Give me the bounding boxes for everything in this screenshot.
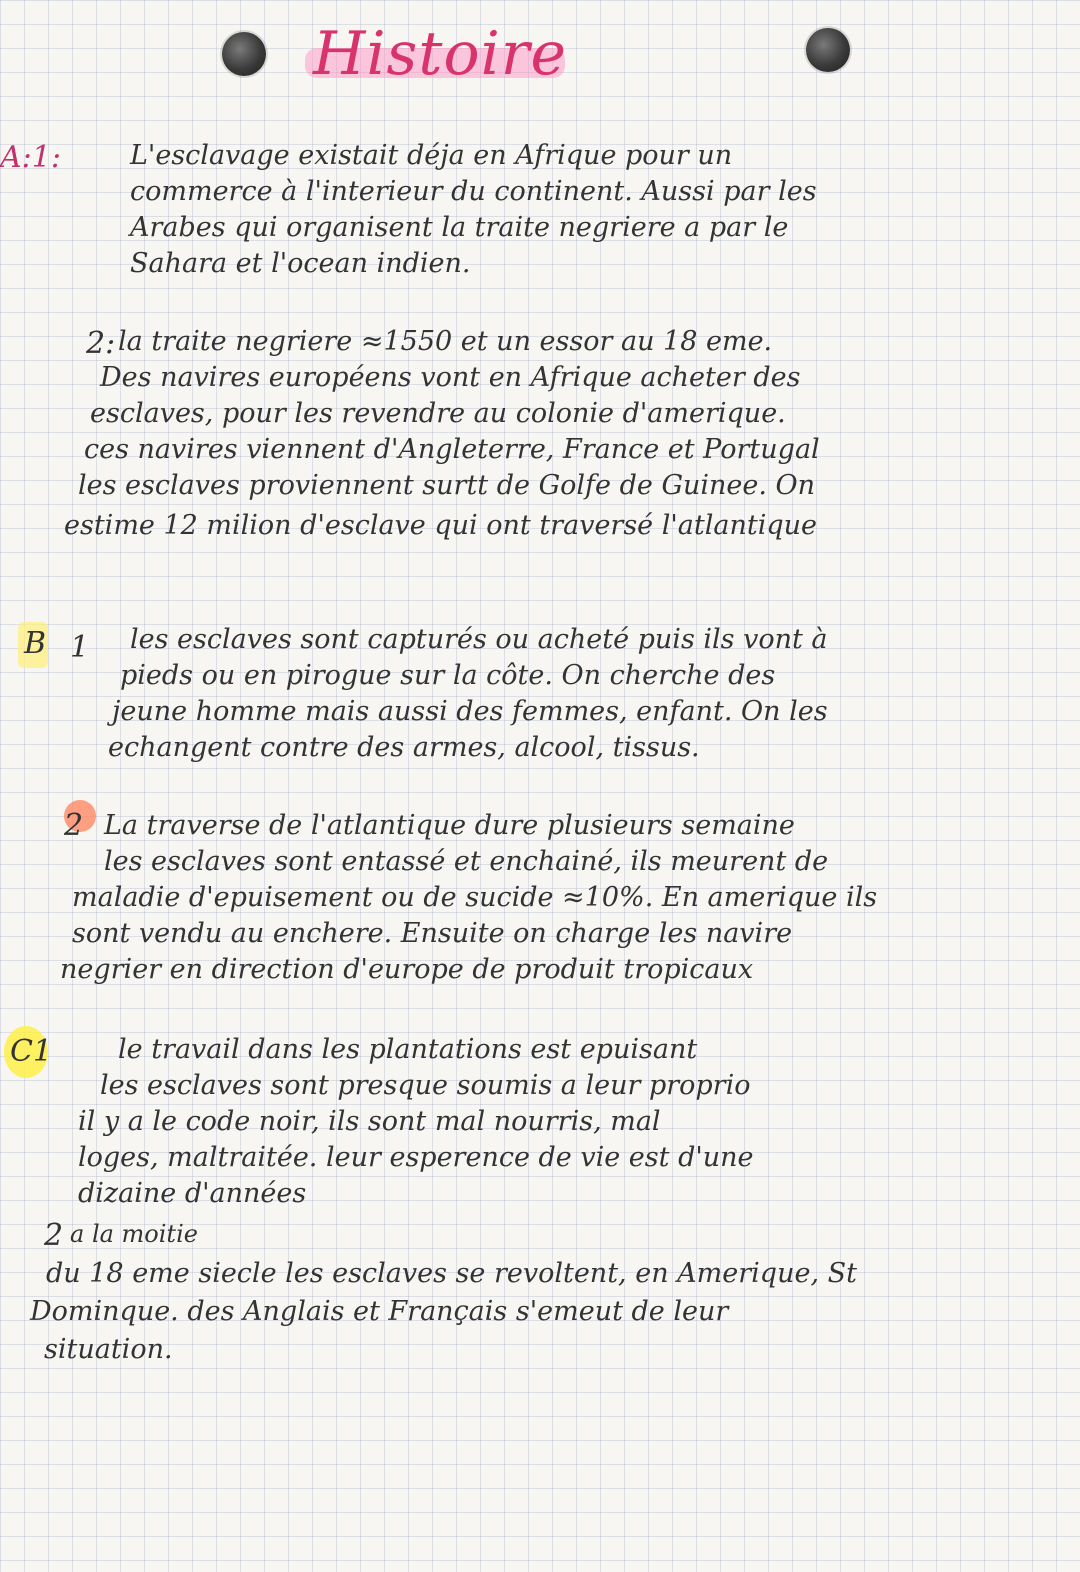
section-b1-line-4: echangent contre des armes, alcool, tissus. bbox=[108, 732, 700, 763]
section-b2-line-3: maladie d'epuisement ou de sucide ≈10%. En amerique ils bbox=[72, 882, 878, 913]
section-c2-half-line: a la moitie bbox=[70, 1220, 198, 1248]
section-b2-line-2: les esclaves sont entassé et enchainé, ils meurent de bbox=[104, 846, 829, 877]
section-c-marker: C1 bbox=[10, 1034, 53, 1069]
section-b2-line-5: negrier en direction d'europe de produit tropicaux bbox=[60, 954, 754, 985]
section-a-marker: A:1: bbox=[0, 140, 61, 175]
binder-hole-right bbox=[806, 28, 850, 72]
section-a1-line-1: L'esclavage existait déja en Afrique pour un bbox=[130, 140, 733, 171]
section-b2-line-1: La traverse de l'atlantique dure plusieurs semaine bbox=[104, 810, 795, 841]
section-c2-marker: 2 bbox=[44, 1218, 64, 1253]
section-c2-line-1: du 18 eme siecle les esclaves se revoltent, en Amerique, St bbox=[46, 1258, 857, 1289]
section-c2-line-2: Dominque. des Anglais et Français s'emeut de leur bbox=[30, 1296, 729, 1327]
section-c1-line-3: il y a le code noir, ils sont mal nourris, mal bbox=[78, 1106, 661, 1137]
section-b1-line-2: pieds ou en pirogue sur la côte. On cherche des bbox=[120, 660, 776, 691]
section-c2-line-3: situation. bbox=[44, 1334, 173, 1365]
section-c1-line-2: les esclaves sont presque soumis a leur proprio bbox=[100, 1070, 751, 1101]
section-b1-marker: 1 bbox=[70, 630, 90, 665]
section-a1-line-3: Arabes qui organisent la traite negriere a par le bbox=[130, 212, 789, 243]
section-a2-line-1: la traite negriere ≈1550 et un essor au 18 eme. bbox=[118, 326, 773, 357]
section-b-marker: B bbox=[24, 626, 47, 661]
section-a2-line-6: estime 12 milion d'esclave qui ont traversé l'atlantique bbox=[64, 510, 818, 541]
section-c1-line-1: le travail dans les plantations est epuisant bbox=[118, 1034, 698, 1065]
section-a1-line-2: commerce à l'interieur du continent. Aussi par les bbox=[130, 176, 817, 207]
section-a2-line-2: Des navires européens vont en Afrique acheter des bbox=[100, 362, 801, 393]
section-a2-line-4: ces navires viennent d'Angleterre, France et Portugal bbox=[84, 434, 820, 465]
section-a2-line-3: esclaves, pour les revendre au colonie d'amerique. bbox=[90, 398, 786, 429]
section-a2-marker: 2: bbox=[86, 326, 116, 361]
page-title: Histoire bbox=[313, 19, 567, 89]
section-a1-line-4: Sahara et l'ocean indien. bbox=[130, 248, 471, 279]
section-a2-line-5: les esclaves proviennent surtt de Golfe de Guinee. On bbox=[78, 470, 816, 501]
section-b2-marker: 2 bbox=[64, 808, 84, 843]
section-b1-line-3: jeune homme mais aussi des femmes, enfant. On les bbox=[112, 696, 828, 727]
binder-hole-left bbox=[222, 32, 266, 76]
section-c1-line-4: loges, maltraitée. leur esperence de vie est d'une bbox=[78, 1142, 754, 1173]
section-b2-line-4: sont vendu au enchere. Ensuite on charge les navire bbox=[72, 918, 793, 949]
section-b1-line-1: les esclaves sont capturés ou acheté puis ils vont à bbox=[130, 624, 828, 655]
section-c1-line-5: dizaine d'années bbox=[78, 1178, 307, 1209]
